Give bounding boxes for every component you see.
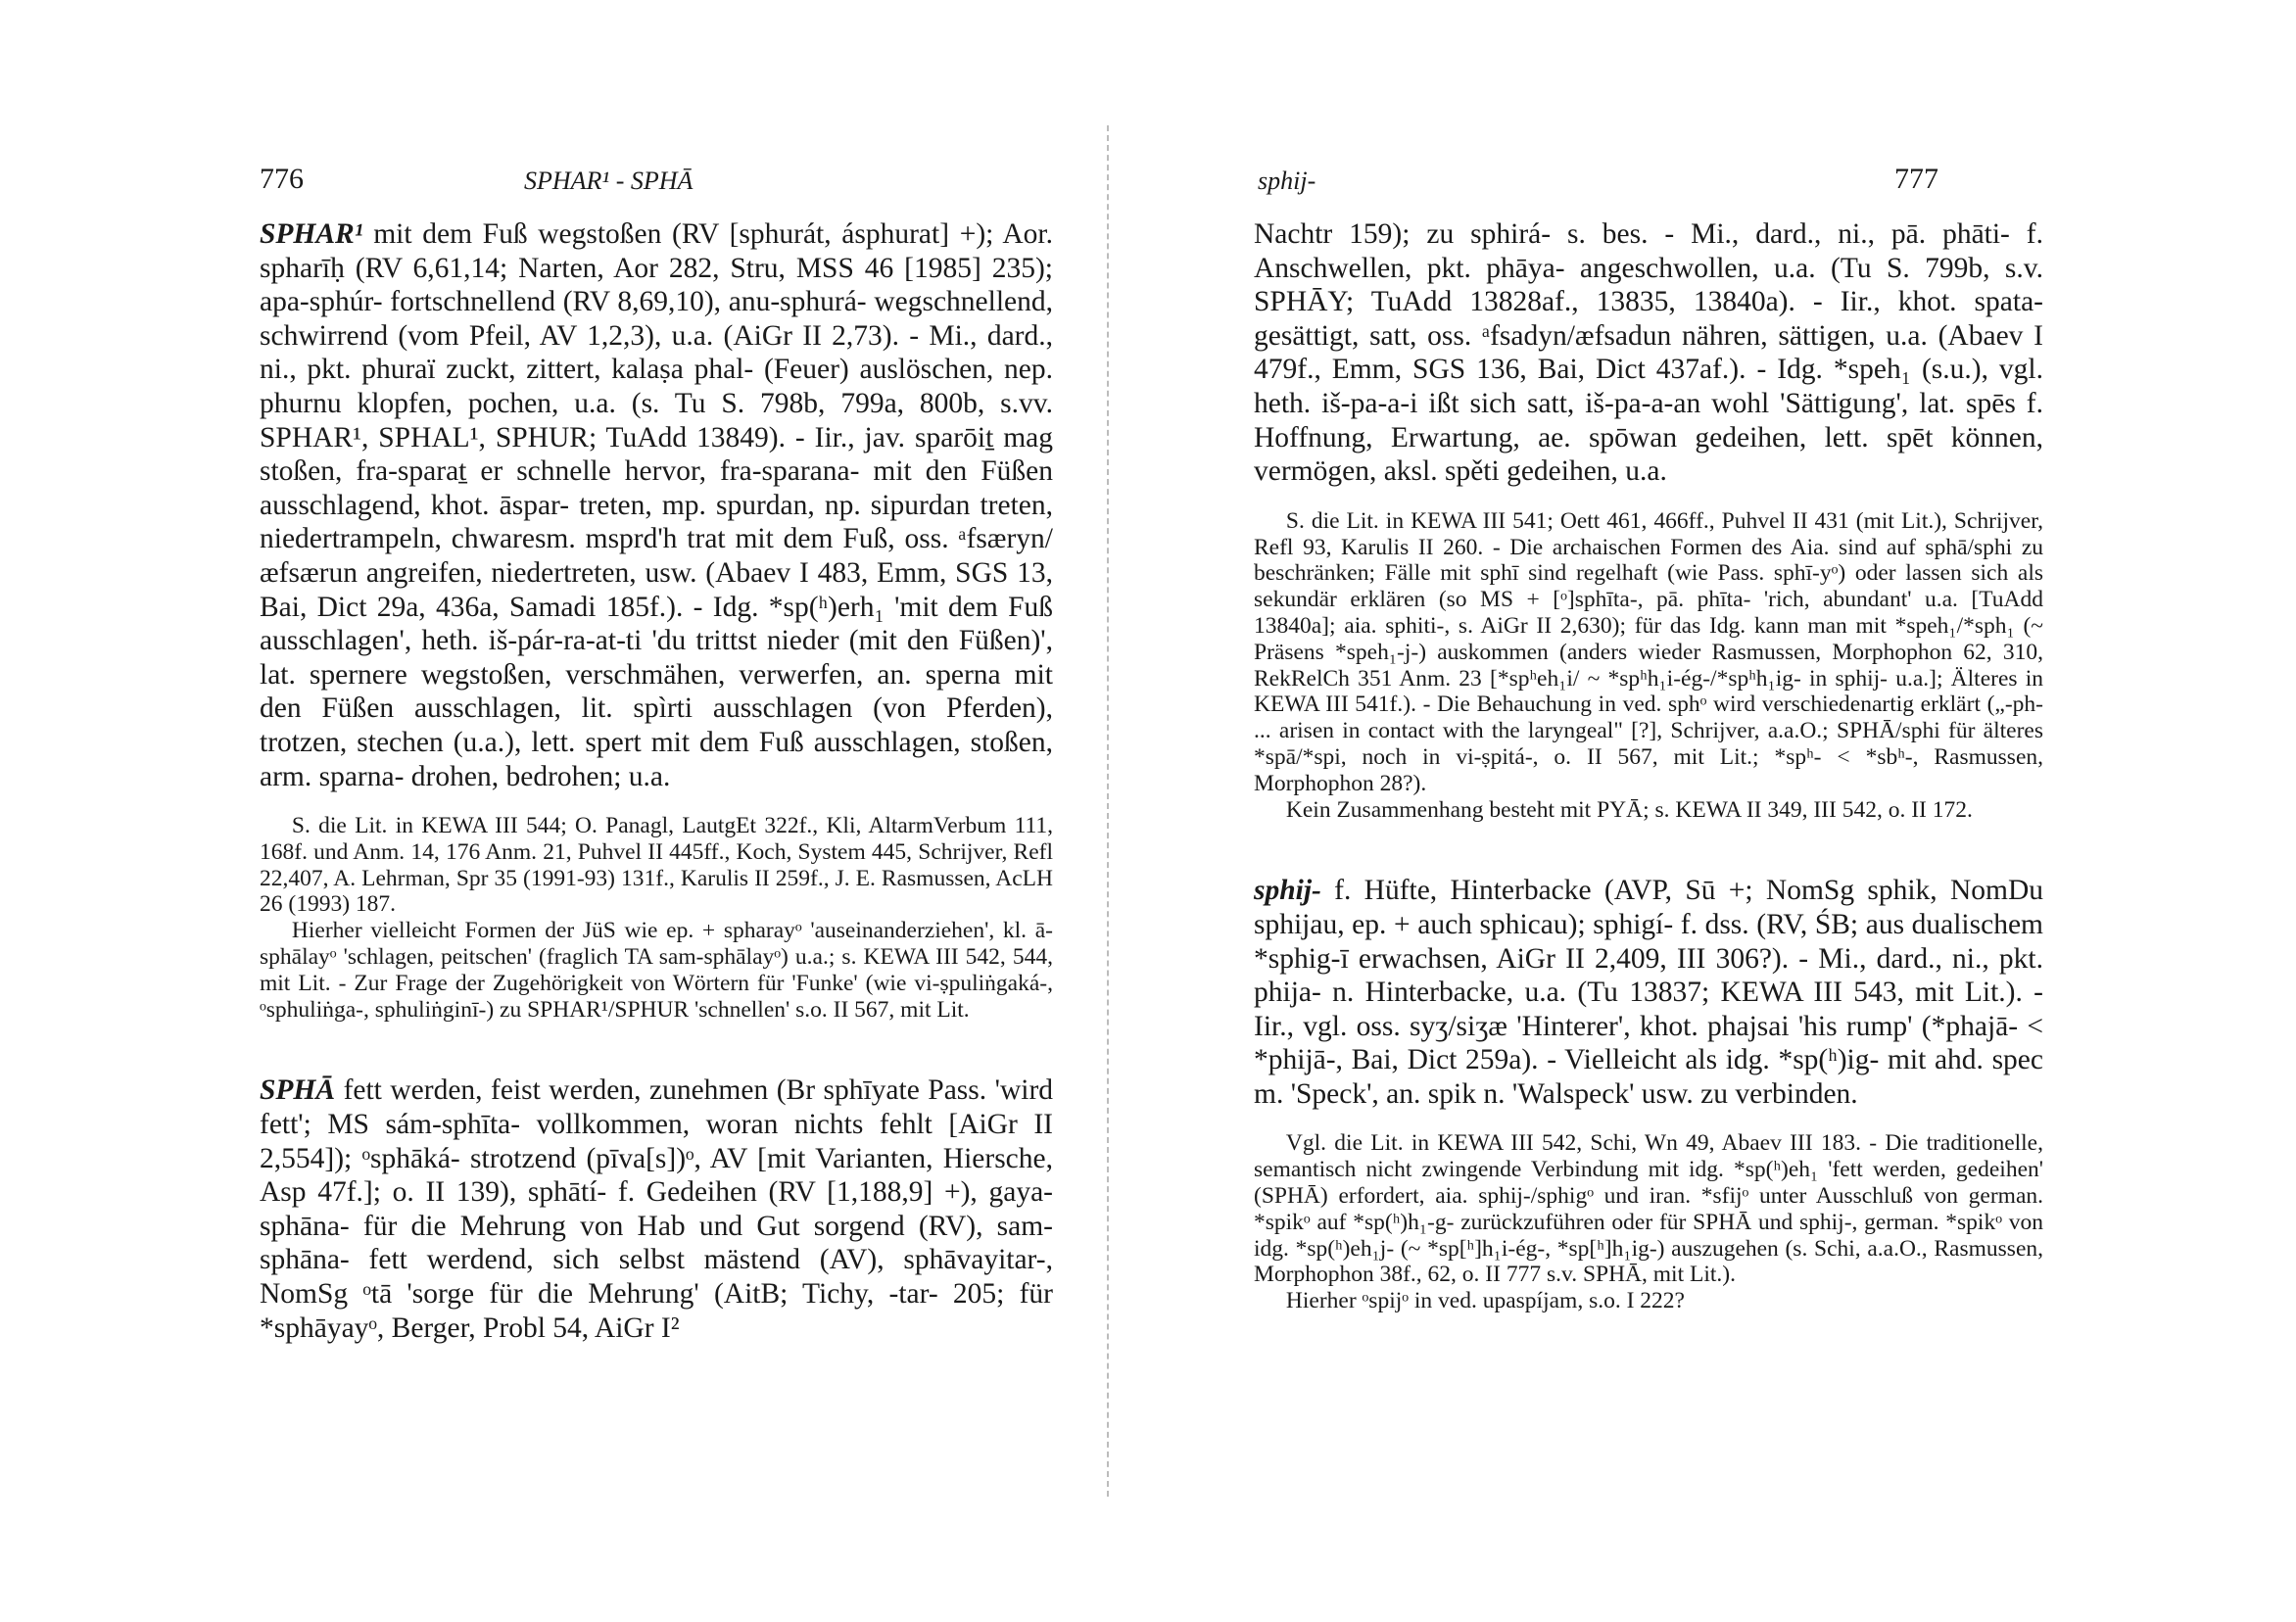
note-sphij-2: Hierher ᵒspijᵒ in ved. upaspíjam, s.o. I 222?	[1285, 1288, 1685, 1314]
right-column	[1254, 217, 2043, 1314]
entry-sphar	[260, 217, 1053, 793]
entry-sphij	[1254, 874, 2043, 1111]
note-sphar-1: S. die Lit. in KEWA III 544; O. Panagl, LautgEt 322f., Kli, AltarmVerbum 111, 168f. und Anm. 14, 176 Anm. 21, Puhvel II 445ff., Koch, System 445, Schrijver, Refl 22,407, A. Lehrman, Spr 35 (1991-93) 131f., Karulis II 259f., J. E. Rasmussen, AcLH 26 (1993) 187.	[260, 813, 1053, 918]
page-gutter	[1107, 125, 1109, 1497]
lemma-sphij: sphij-	[1254, 875, 1321, 907]
note-spha-2: Kein Zusammenhang besteht mit PYĀ; s. KEWA II 349, III 542, o. II 172.	[1285, 796, 1973, 823]
continuation-spha: Nachtr 159); zu sphirá- s. bes. - Mi., dard., ni., pā. phāti- f. Anschwellen, pkt. phāya- angeschwollen, u.a. (Tu S. 799b, s.v. SPHĀY; TuAdd 13828af., 13835, 13840a). - Iir., khot. spata- gesättigt, satt, oss. ᵃfsadyn/æfsadun nähren, sättigen, u.a. (Abaev I 479f., Emm, SGS 136, Bai, Dict 437af.). - Idg. *speh₁ (s.u.), vgl. heth. iš-pa-a-i ißt sich satt, iš-pa-a-an wohl 'Sättigung', lat. spēs f. Hoffnung, Erwartung, ae. spōwan gedeihen, lett. spēt können, vermögen, aksl. spěti gedeihen, u.a.	[1254, 218, 2043, 488]
entry-body-spha: fett werden, feist werden, zunehmen (Br sphīyate Pass. 'wird fett'; MS sám-sphīta- vollkommen, woran nichts fehlt [AiGr II 2,554]); ᵒsphāká- strotzend (pīva[s])ᵒ, AV [mit Varianten, Hiersche, Asp 47f.]; o. II 139), sphātí- f. Gedeihen (RV [1,188,9] +), gaya-sphāna- für die Mehrung von Hab und Gut sorgend (RV), sam-sphāna- fett werdend, sich selbst mästend (AV), sphāvayitar-, NomSg ᵒtā 'sorge für die Mehrung' (AitB; Tichy, -tar- 205; für *sphāyayᵒ, Berger, Probl 54, AiGr I²	[260, 1074, 1054, 1344]
entry-spha	[260, 1073, 1053, 1345]
left-column	[260, 217, 1053, 1345]
page-number-right: 777	[1894, 163, 1938, 195]
note-spha-1: S. die Lit. in KEWA III 541; Oett 461, 466ff., Puhvel II 431 (mit Lit.), Schrijver, Refl 93, Karulis II 260. - Die archaischen Formen des Aia. sind auf sphā/sphi zu beschränken; Fälle mit sphī sind regelhaft (wie Pass. sphī-yᵒ) oder lassen sich als sekundär erklären (so MS + [ᵒ]sphīta-, pā. phīta- 'rich, abundant' u.a. [TuAdd 13840a]; aia. sphiti-, s. AiGr II 2,630); für das Idg. kann man mit *speh₁/*sph₁ (~ Präsens *speh₁-j-) auskommen (anders wieder Rasmussen, Morphophon 62, 310, RekRelCh 351 Anm. 23 [*spʰeh₁i/ ~ *spʰh₁i-ég-/*spʰh₁ig- in sphij- u.a.]; Älteres in KEWA III 541f.). - Die Behauchung in ved. sphᵒ wird verschiedenartig erklärt („-ph- ... arisen in contact with the laryngeal" [?], Schrijver, a.a.O.; SPHĀ/sphi für älteres *spā/*spi, noch in vi-ṣpitá-, o. II 567, mit Lit.; *spʰ- < *sbʰ-, Rasmussen, Morphophon 28?).	[1254, 507, 2043, 796]
running-head-right: sphij-	[1258, 167, 1316, 195]
page-number-left: 776	[260, 163, 304, 195]
running-head-left: SPHAR¹ - SPHĀ	[524, 167, 694, 195]
lemma-sphar: SPHAR¹	[260, 218, 363, 250]
entry-body-sphar: mit dem Fuß wegstoßen (RV [sphurát, ásphurat] +); Aor. spharīḥ (RV 6,61,14; Narten, Aor 282, Stru, MSS 46 [1985] 235); apa-sphúr- fortschnellend (RV 8,69,10), anu-sphurá- wegschnellend, schwirrend (vom Pfeil, AV 1,2,3), u.a. (AiGr II 2,73). - Mi., dard., ni., pkt. phuraï zuckt, zittert, kalaṣa phal- (Feuer) auslöschen, nep. phurnu klopfen, pochen, u.a. (s. Tu S. 798b, 799a, 800b, s.vv. SPHAR¹, SPHAL¹, SPHUR; TuAdd 13849). - Iir., jav. sparōiṯ mag stoßen, fra-sparaṯ er schnelle hervor, fra-sparana- mit den Füßen ausschlagend, khot. āspar- treten, mp. spurdan, np. sipurdan treten, niedertrampeln, chwaresm. msprd'h trat mit dem Fuß, oss. ᵃfsæryn/æfsærun angreifen, niedertreten, usw. (Abaev I 483, Emm, SGS 13, Bai, Dict 29a, 436a, Samadi 185f.). - Idg. *sp(ʰ)erh₁ 'mit dem Fuß ausschlagen', heth. iš-pár-ra-at-ti 'du trittst nieder (mit den Füßen)', lat. spernere wegstoßen, verschmähen, verwerfen, an. sperna mit den Füßen ausschlagen, lit. spìrti ausschlagen (von Pferden), trotzen, stechen (u.a.), lett. spert mit dem Fuß ausschlagen, stoßen, arm. sparna- drohen, bedrohen; u.a.	[260, 218, 1053, 792]
note-sphar-2: Hierher vielleicht Formen der JüS wie ep. + spharayᵒ 'auseinanderziehen', kl. ā-sphālayᵒ 'schlagen, peitschen' (fraglich TA sam-sphālayᵒ) u.a.; s. KEWA III 542, 544, mit Lit. - Zur Frage der Zugehörigkeit von Wörtern für 'Funke' (wie vi-ṣpuliṅgaká-, ᵒsphuliṅga-, sphuliṅginī-) zu SPHAR¹/SPHUR 'schnellen' s.o. II 567, mit Lit.	[260, 918, 1053, 1023]
right-page	[1148, 0, 2296, 1622]
note-sphij-1: Vgl. die Lit. in KEWA III 542, Schi, Wn 49, Abaev III 183. - Die traditionelle, semantisch nicht zwingende Verbindung mit idg. *sp(ʰ)eh₁ 'fett werden, gedeihen' (SPHĀ) erfordert, aia. sphij-/sphigᵒ und iran. *sfijᵒ unter Ausschluß von german. *spikᵒ auf *sp(ʰ)h₁-g- zurückzuführen oder für SPHĀ und sphij-, german. *spikᵒ von idg. *sp(ʰ)eh₁j- (~ *sp[ʰ]h₁i-ég-, *sp[ʰ]h₁ig-) auszugehen (s. Schi, a.a.O., Rasmussen, Morphophon 38f., 62, o. II 777 s.v. SPHĀ, mit Lit.).	[1254, 1130, 2043, 1288]
lemma-spha: SPHĀ	[260, 1074, 336, 1107]
entry-body-sphij: f. Hüfte, Hinterbacke (AVP, Sū +; NomSg sphik, NomDu sphijau, ep. + auch sphicau); sphigí- f. dss. (RV, ŚB; aus dualischem *sphig-ī erwachsen, AiGr II 2,409, III 306?). - Mi., dard., ni., pkt. phija- n. Hinterbacke, u.a. (Tu 13837; KEWA III 543, mit Lit.). - Iir., vgl. oss. syʒ/siʒæ 'Hinterer', khot. phajsai 'his rump' (*phajā- < *phijā-, Bai, Dict 259a). - Vielleicht als idg. *sp(ʰ)ig- mit ahd. spec m. 'Speck', an. spik n. 'Walspeck' usw. zu verbinden.	[1254, 875, 2044, 1110]
